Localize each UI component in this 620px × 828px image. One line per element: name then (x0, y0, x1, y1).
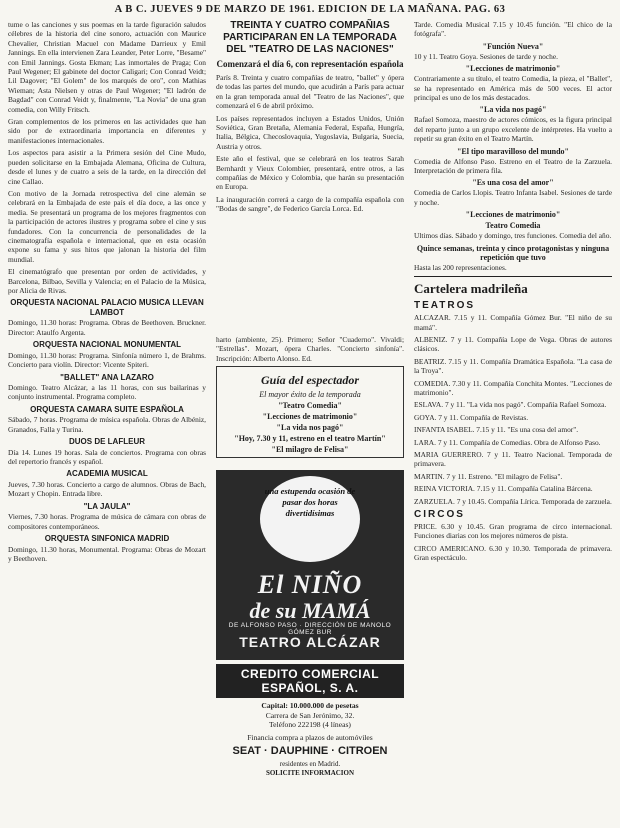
listing-text: Comedia de Alfonso Paso. Estreno en el Teatro de la Zarzuela. Interpretación de primera fila. (414, 156, 612, 176)
theatre-listing: BEATRIZ. 7.15 y 11. Compañía Dramática Española. "La casa de la Troya". (414, 356, 612, 376)
article-paragraph: Este año el festival, que se celebrará en los teatros Sarah Bernhardt y Vieux Colombier, presentará, entre otros, a las compañías de México y Colombia, que harán su presentación en Europa. (216, 154, 404, 192)
left-column (8, 20, 206, 828)
section-heading: ORQUESTA SINFONICA MADRID (44, 534, 170, 544)
divider (414, 276, 612, 277)
concert-listing: Sábado, 7 horas. Programa de música española. Obras de Albéniz, Granados, Falla y Turina. (8, 415, 206, 434)
theatre-listing: COMEDIA. 7.30 y 11. Compañía Conchita Montes. "Lecciones de matrimonio". (414, 378, 612, 397)
center-article (216, 20, 404, 352)
play-title: "El tipo maravilloso del mundo" (456, 146, 569, 156)
listing-text: Contrariamente a su título, el teatro Comedia, la pieza, el "Ballet", se ha representado en América más de 500 veces. El actor principal es uno de los más destacados. (414, 74, 612, 103)
concert-listing: Domingo, 11.30 horas, Monumental. Programa: Obras de Mozart y Beethoven. (8, 544, 206, 563)
section-heading: "BALLET" ANA LAZARO (60, 372, 154, 382)
theatre-listing: ZARZUELA. 7 y 10.45. Compañía Lírica. Temporada de zarzuela. (414, 496, 612, 506)
play-title: "Lecciones de matrimonio" (465, 210, 561, 220)
article-paragraph: tume o las canciones y sus poemas en la tarde figuración saludos célebres de la historia del cine sonoro, actuación con Maurice Chevalier, Christian Macuel con Madame Darrieux y Emil Jannings. En ella intervienen Zara Leander, Peter Lorre, "Besame" con Emil Jannings. Gosta Ekman; Las inmortales de Praga; Con Paul Wegener; El gabinete del doctor Caligari; Con Conrad Veidt; Lil Dagover; "El Golem" de los marqués de oro", con Mathias Wieman; Asta Nielsen y otras de Paul Wegener; "El ladrón de Bagdad" con Conrad Veidt y, finalmente, "La Novia" de una gran comedia, con Willy Fritsch. (8, 20, 206, 114)
ad-venue: TEATRO ALCÁZAR (239, 634, 381, 650)
guide-title: Guía del espectador (261, 373, 359, 388)
concert-listing: Domingo, 11.30 horas: Programa. Obras de Beethoven. Bruckner. Director: Ataulfo Argenta. (8, 318, 206, 337)
teatros-heading: TEATROS (414, 300, 476, 312)
article-paragraph: La inauguración correrá a cargo de la compañía española con "Bodas de sangre", de Federico García Lorca. Ed. (216, 194, 404, 214)
guide-box (216, 366, 404, 458)
theatre-listing: MARIA GUERRERO. 7 y 11. Teatro Nacional. Temporada de primavera. (414, 449, 612, 469)
ad-play-title: El NIÑO (257, 570, 363, 599)
theatre-listing: REINA VICTORIA. 7.15 y 11. Compañía Catalina Bárcena. (414, 484, 593, 494)
theatre-listing: ALCAZAR. 7.15 y 11. Compañía Gómez Bur. "El niño de su mamá". (414, 313, 612, 332)
play-title: "Es una cosa del amor" (472, 178, 554, 188)
ad-financia: Financia compra a plazos de automóviles (247, 732, 373, 742)
ad-bubble-text: una estupenda ocasión de pasar dos horas divertidísimas (260, 476, 360, 562)
spectator-guide (216, 335, 404, 455)
section-heading: ACADEMIA MUSICAL (66, 469, 148, 479)
theatre-listing: ALBENIZ. 7 y 11. Compañía Lope de Vega. Obras de autores clásicos. (414, 334, 612, 354)
article-subhead: Comenzará el día 6, con representación española (216, 59, 404, 69)
ad-phone: Teléfono 222198 (4 líneas) (269, 720, 351, 730)
section-heading: "LA JAULA" (83, 501, 131, 511)
concert-listing: Domingo. Teatro Alcázar, a las 11 horas, con sus bailarinas y conjunto instrumental. Programa completo. (8, 383, 206, 402)
company-name: CREDITO COMERCIAL ESPAÑOL, S. A. (216, 664, 404, 698)
guide-item: "Teatro Comedia" (278, 401, 342, 411)
theatre-advertisement (216, 470, 404, 660)
article-paragraph: Los aspectos para asistir a la Primera sesión del Cine Mudo, pueden solicitarse en la Embajada Alemana, Oficina de Cultura, desde el lunes y de cuatro a seis de la tarde, en la dirección del cine Callao. (8, 148, 206, 186)
article-paragraph: Los países representados incluyen a Estados Unidos, Unión Soviética, Gran Bretaña, Alemania Federal, España, Hungría, Italia, Bélgica, Checoslovaquia, Yugoslavia, Bulgaria, Suecia, Austria y otros. (216, 113, 404, 151)
listing-text: Ultimos días. Sábado y domingo, tres funciones. Comedia del año. (414, 231, 612, 241)
concert-listing: Domingo, 11.30 horas: Programa. Sinfonía número 1, de Brahms. Concierto para violín. Director: Vicente Spiteri. (8, 350, 206, 370)
section-heading: ORQUESTA NACIONAL MONUMENTAL (32, 340, 182, 350)
ad-authors: DE ALFONSO PASO · DIRECCIÓN DE MANOLO GÓMEZ BUR (228, 622, 392, 636)
circus-listing: CIRCO AMERICANO. 6.30 y 10.30. Temporada de primavera. Gran espectáculo. (414, 543, 612, 563)
guide-item: "Hoy, 7.30 y 11, estreno en el teatro Martín" (234, 434, 386, 444)
ad-info: SOLICITE INFORMACION (265, 769, 355, 778)
play-title: "Lecciones de matrimonio" (465, 64, 561, 74)
theatre-name: Teatro Comedia (485, 221, 541, 231)
listing-text: Comedia de Carlos Llopis. Teatro Infanta Isabel. Sesiones de tarde y noche. (414, 188, 612, 207)
theatre-listing: GOYA. 7 y 11. Compañía de Revistas. (414, 412, 529, 422)
article-paragraph: El cinematógrafo que presentan por orden de actividades, y Barcelona, Bilbao, Sevilla y Valencia; en el Palacio de la Música, por Alicia de Rivas. (8, 267, 206, 295)
theatre-listing: LARA. 7 y 11. Compañía de Comedias. Obra de Alfonso Paso. (414, 437, 601, 447)
ad-capital: Capital: 10.000.000 de pesetas (261, 701, 359, 710)
ad-address: Carrera de San Jerónimo, 32. (265, 710, 355, 720)
credit-advertisement (216, 664, 404, 806)
listing-text: Tarde. Comedia Musical 7.15 y 10.45 función. "El chico de la fotógrafa". (414, 20, 612, 39)
play-title: Quince semanas, treinta y cinco protagonistas y ninguna repetición que tuvo (416, 243, 610, 262)
page-header: A B C. JUEVES 9 DE MARZO DE 1961. EDICION DE LA MAÑANA. PAG. 63 (114, 4, 506, 15)
listing-text: Rafael Somoza, maestro de actores cómicos, es la figura principal del reparto junto a un grupo excelente de intérpretes. Ha vuelto a repetir su gran éxito en el Teatro Martín. (414, 115, 612, 144)
theatre-listing: ESLAVA. 7 y 11. "La vida nos pagó". Compañía Rafael Somoza. (414, 400, 607, 410)
section-heading: ORQUESTA NACIONAL PALACIO MUSICA LLEVAN LAMBOT (10, 298, 204, 317)
section-heading: DUOS DE LAFLEUR (69, 437, 145, 447)
concert-listing: Jueves, 7.30 horas. Concierto a cargo de alumnos. Obras de Bach, Mozart y Chopin. Entrada libre. (8, 479, 206, 499)
listing-text: 10 y 11. Teatro Goya. Sesiones de tarde y noche. (414, 51, 558, 61)
theatre-listing: MARTIN. 7 y 11. Estreno. "El milagro de Felisa". (414, 471, 563, 481)
guide-item: "La vida nos pagó" (276, 423, 344, 433)
ad-play-title-2: de su MAMÁ (249, 598, 371, 623)
section-heading: ORQUESTA CAMARA SUITE ESPAÑOLA (30, 404, 184, 414)
article-paragraph: Gran complementos de los primeros en las actividades que han sido por de extraordinaria importancia en diferentes y manifestaciones internacionales. (8, 117, 206, 145)
concert-listing: Día 14. Lunes 19 horas. Sala de conciertos. Programa con obras del repertorio francés y español. (8, 447, 206, 467)
play-title: "Función Nueva" (482, 41, 544, 51)
play-title: "La vida nos pagó" (479, 105, 547, 115)
guide-subtitle: El mayor éxito de la temporada (259, 390, 361, 400)
circus-listing: PRICE. 6.30 y 10.45. Gran programa de circo internacional. Funciones diarias con los mejores números de pista. (414, 522, 612, 541)
theatre-listing: INFANTA ISABEL. 7.15 y 11. "Es una cosa del amor". (414, 425, 579, 435)
guide-item: "Lecciones de matrimonio" (262, 412, 358, 422)
article-headline: TREINTA Y CUATRO COMPAÑIAS PARTICIPARAN EN LA TEMPORADA DEL "TEATRO DE LAS NACIONES" (223, 20, 397, 55)
article-paragraph: París 8. Treinta y cuatro compañías de teatro, "ballet" y ópera de todas las partes del mundo, que acudirán a París para actuar en la gran temporada anual del "Teatro de las Naciones", que comenzará el 6 de abril próximo. (216, 73, 404, 111)
ad-car-brands: SEAT · DAUPHINE · CITROEN (232, 745, 388, 758)
concert-listing: Viernes, 7.30 horas. Programa de música de cámara con obras de compositores contemporáneos. (8, 512, 206, 531)
guide-item: "El milagro de Felisa" (271, 445, 349, 455)
circos-heading: CIRCOS (414, 509, 465, 520)
cartelera-heading: Cartelera madrileña (414, 281, 528, 297)
guide-intro: harto (ambiente, 25). Primero; Señor "Cuaderno". Vivaldi; "Estrellas". Mozart, ópera Charles. "Concierto sinfonía". Inscripción: Alberto Alonso. Ed. (216, 335, 404, 363)
right-column (414, 20, 612, 828)
ad-residentes: residentes en Madrid. (279, 760, 341, 769)
listing-text: Hasta las 200 representaciones. (414, 262, 507, 272)
article-paragraph: Con motivo de la Jornada retrospectiva del cine alemán se celebrará en la Embajada de este país el día doce, a las once y media. Se presentará un programa de los mejores fragmentos con la participación de actores ilustres y programa sobre el cine y sus fundadores. Con la concurrencia de personalidades de la cinematografía española e internacional, que en esta ocasión expone su fama y sus hitos que jalonan la historia del film mundial. (8, 188, 206, 264)
